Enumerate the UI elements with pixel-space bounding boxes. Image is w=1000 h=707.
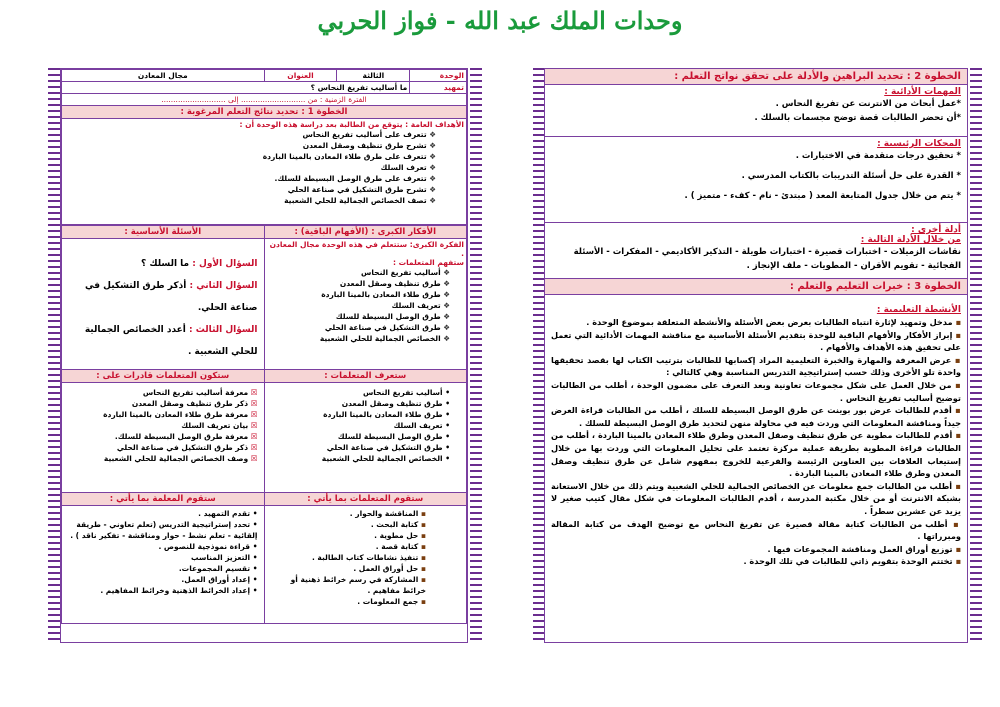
teacher-do [62,506,265,624]
activity-item: ▪ عرض المعرفة والمهارة والخبرة التعليمية المراد إكسابها للطالبات بترتيب الكتاب لها بقصد تحقيقها واحدة تلو الأخرى وذلك حسب إستراتيجية التدريس المناسبة وهي كالتالي : [551,354,961,378]
list-item: ▪ تنفيذ نشاطات كتاب الطالبة . [267,552,427,563]
performance-tasks [545,85,967,137]
list-item: • إعداد الخرائط الذهنية وخرائط المفاهيم . [64,585,258,596]
list-item: • قراءة نموذجية للنصوص . [64,541,258,552]
list-item: ☒ معرفة طرق الوصل البسيطة للسلك. [64,431,258,442]
able-header: ستكون المتعلمات قادرات على : [62,370,265,383]
left-page [60,68,468,643]
able-list [64,387,262,464]
activity-item: ▪ أقدم للطالبات مطوية عن طرق تنظيف وصقل المعدن وطرق طلاء المعادن بالمينا الباردة ، أطلب من الطالبات قراءة المطوية بطريقة عملية مركزة تعتمد على تحليل المعلومات التي وردت بها من خلال إستيعاب العلاقات بين العناوين الرئيسة والفرعية للخروج بمفهوم شامل عن طرق تنظيف وصقل المعدن وطرق طلاء المعادن بالمينا الباردة . [551,430,961,479]
other-evidence [545,223,967,279]
list-item: ❖ الخصائص الجمالية للحلي الشعبية [267,333,451,344]
field-name: مجال المعادن [62,70,265,82]
list-item: ☒ ذكر طرق تنظيف وصقل المعدن [64,398,258,409]
step3-header: الخطوة 3 : خبرات التعليم والتعلم : [545,279,967,295]
list-item: ▪ حل مطوية . [267,530,427,541]
students-know [264,383,467,493]
list-item: ☒ وصف الخصائص الجمالية للحلي الشعبية [64,453,258,464]
criteria-line: * تحقيق درجات متقدمة في الاختبارات . [795,151,961,161]
list-item: ❖ تعرف السلك [64,162,436,173]
main-criteria [545,137,967,223]
list-item: • الخصائص الجمالية للحلي الشعبية [267,453,451,464]
list-item: • تقسيم المجموعات. [64,563,258,574]
criteria-label: المحكات الرئيسية : [877,139,961,149]
topic-label: العنوان [264,70,337,82]
activities-label: الأنشطة التعليمية : [876,305,961,315]
learning-activities [545,295,967,570]
performance-line: *أن تحضر الطالبات قصة توضح مجسمات بالسلك . [754,113,961,123]
list-item: ▪ كتابة قصة . [267,541,427,552]
criteria-line: * القدرة على حل أسئلة التدريبات بالكتاب المدرسي . [741,171,961,181]
performance-line: *عمل أبحاث من الانترنت عن تفريغ النحاس . [775,99,961,109]
performance-label: المهمات الأدائية : [884,87,961,97]
binding-spiral-left-inner [470,68,482,643]
list-item: ▪ المناقشة والحوار . [267,508,427,519]
know-header: ستعرف المتعلمات : [264,370,467,383]
list-item: ❖ تصف الخصائص الجمالية للحلي الشعبية [64,195,436,206]
unit-value: الثالثة [337,70,410,82]
big-ideas-header: الأفكار الكبرى : (الأفهام الباقية) : [264,226,467,239]
big-ideas [264,239,467,370]
activity-item: ▪ أطلب من الطالبات كتابة مقالة قصيرة عن تفريغ النحاس مع توضيح الهدف من كتابة المقالة ومبرراتها . [551,518,961,542]
students-do-header: ستقوم المتعلمات بما يأتي : [264,493,467,506]
criteria-line: * يتم من خلال جدول المتابعة المعد ( مبتدئ - نام - كفء - متميز ) . [684,191,961,201]
other-sub: من خلال الأدلة التالية : [860,235,961,245]
binding-spiral-right [970,68,982,643]
list-item: • إعداد أوراق العمل. [64,574,258,585]
q2-label: السؤال الثاني : [189,281,258,291]
intro-label: تمهيد [410,82,467,94]
list-item: • طرق التشكيل في صناعة الحلي [267,442,451,453]
list-item: ▪ المشاركة في رسم خرائط ذهنية أو خرائط مفاهيم . [267,574,427,596]
other-text: نقاشات الزميلات - اختبارات قصيرة - اختبارات طويلة - التذكير الأكاديمي - المفكرات - الأسئلة الفجائية - تقويم الأقران - المطويات - ملف الإنجاز . [573,247,961,271]
list-item: • تعريف السلك [267,420,451,431]
binding-spiral-left [48,68,60,643]
step1-header: الخطوة 1 : تحديد نتائج التعلم المرغوبة : [62,106,467,119]
students-able [62,383,265,493]
list-item: ❖ تشرح طرق تنظيف وصقل المعدن [64,140,436,151]
know-list [267,387,465,464]
students-do [264,506,467,624]
students-do-list [267,508,465,607]
activity-item: ▪ من خلال العمل على شكل مجموعات تعاونية وبعد التعرف على مضمون الوحدة ، أطلب من الطالبات توضيح أساليب تفريغ النحاس . [551,379,961,403]
activity-item: ▪ توزيع أوراق العمل ومناقشة المجموعات فيها . [767,543,961,554]
list-item: ❖ تتعرف على طرق الوصل البسيطة للسلك. [64,173,436,184]
other-label: أدلة أخرى : [911,225,961,235]
big-idea-intro: الفكرة الكبرى: ستتعلم في هذه الوحدة مجال المعادن . [269,240,464,258]
list-item: ❖ أساليب تفريغ النحاس [267,267,451,278]
activity-item: ▪ مدخل وتمهيد لإثارة انتباه الطالبات بعرض بعض الأسئلة والأنشطة المتعلقة بموضوع الوحدة . [586,317,961,327]
list-item: ▪ حل أوراق العمل . [267,563,427,574]
activity-item: ▪ إبراز الأفكار والأفهام الباقية للوحدة بتقديم الأسئلة الأساسية مع مناقشة المهمات الأدائية التي تعمل على تحقيق هذه الأهداف والأفهام . [551,329,961,353]
activity-item: ▪ أطلب من الطالبات جمع معلومات عن الخصائص الجمالية للحلي الشعبية ويتم ذلك من خلال الاستعانة بشبكة الانترنت أو من خلال مكتبة المدرسة ، أقدم الطالبات المعلومات في شكل مقال كتيب صغير لا يزيد عن عشرين سطراً . [551,480,961,516]
list-item: ❖ تتعرف على أساليب تفريغ النحاس [64,129,436,140]
list-item: ☒ معرفة طرق طلاء المعادن بالمينا الباردة [64,409,258,420]
list-item: ❖ تعريف السلك [267,300,451,311]
teacher-do-list [64,508,262,596]
activity-item: ▪ أقدم للطالبات عرض بور بوينت عن طرق الوصل البسيطة للسلك ، أطلب من الطالبات قراءة العرض جيداً ومناقشة المعلومات التي وردت فيه في محاولة منهن لتحديد طرق الوصل البسيطة للسلك . [551,405,961,428]
list-item: ▪ كتابة البحث . [267,519,427,530]
q3-label: السؤال الثالث : [189,325,258,335]
list-item: • طرق تنظيف وصقل المعدن [267,398,451,409]
teacher-do-header: ستقوم المعلمة بما يأتي : [62,493,265,506]
page-title: وحدات الملك عبد الله - فواز الحربي [317,6,683,35]
list-item: • طرق طلاء المعادن بالمينا الباردة [267,409,451,420]
list-item: • طرق الوصل البسيطة للسلك [267,431,451,442]
intro-value: ما أساليب تفريغ النحاس ؟ [62,82,410,94]
list-item: • تحدد إستراتيجية التدريس (تعلم تعاوني - طريقة إلقائية - تعلم نشط - حوار ومناقشة - تفكير ناقد ) . [64,519,258,541]
big-ideas-list [267,267,465,344]
list-item: ❖ تشرح طرق التشكيل في صناعة الحلي [64,184,436,195]
list-item: ☒ ذكر طرق التشكيل في صناعة الحلي [64,442,258,453]
questions-header: الأسئلة الأساسية : [62,226,265,239]
q2-text: أذكر طرق التشكيل في صناعة الحلي. [85,281,258,313]
list-item: ❖ تتعرف على طرق طلاء المعادن بالمينا الباردة [64,151,436,162]
q1-label: السؤال الأول : [192,259,258,269]
list-item: • تقدم التمهيد . [64,508,258,519]
goals-intro: الأهداف العامة : يتوقع من الطالبة بعد دراسة هذه الوحدة أن : [239,120,464,129]
unit-label: الوحدة [410,70,467,82]
activity-item: ▪ تختتم الوحدة بتقويم ذاتي للطالبات في تلك الوحدة . [743,556,961,567]
list-item: ❖ طرق التشكيل في صناعة الحلي [267,322,451,333]
q1-text: ما السلك ؟ [141,259,190,269]
goals-list [64,129,464,206]
list-item: • أساليب تفريغ النحاس [267,387,451,398]
list-item: ☒ بيان تعريف السلك [64,420,258,431]
right-page [544,68,968,643]
list-item: ❖ طرق طلاء المعادن بالمينا الباردة [267,289,451,300]
q3-text: أعدد الخصائص الجمالية للحلي الشعبية . [84,325,258,357]
essential-questions [62,239,265,370]
list-item: ❖ طرق تنظيف وصقل المعدن [267,278,451,289]
general-goals [62,119,467,225]
list-item: ❖ طرق الوصل البسيطة للسلك [267,311,451,322]
step2-header: الخطوة 2 : تحديد البراهين والأدلة على تحقق نواتج التعلم : [545,69,967,85]
list-item: ▪ جمع المعلومات . [267,596,427,607]
list-item: • التعزيز المناسب [64,552,258,563]
big-idea-sub: ستفهم المتعلمات : [392,258,464,267]
list-item: ☒ معرفة أساليب تفريغ النحاس [64,387,258,398]
time-period: الفترة الزمنية : من ........................... إلى ........................... [62,94,467,106]
